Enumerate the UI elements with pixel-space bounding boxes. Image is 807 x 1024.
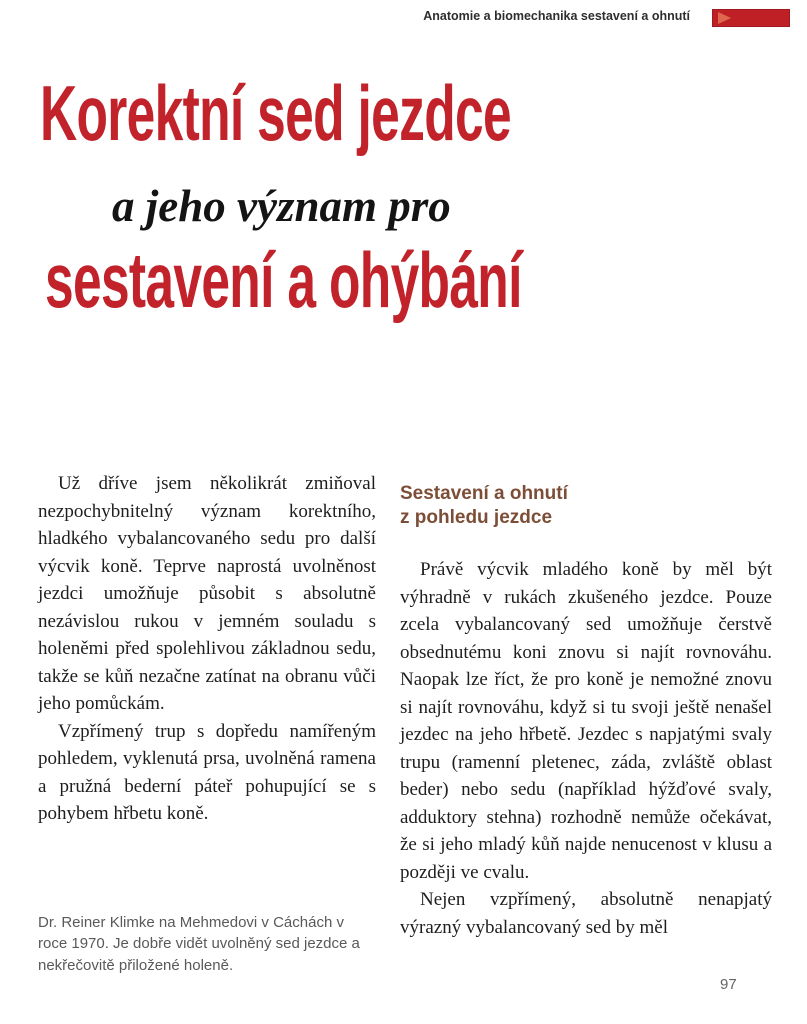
- running-header: Anatomie a biomechanika sestavení a ohnutí: [423, 9, 690, 23]
- photo-caption: Dr. Reiner Klimke na Mehmedovi v Cáchách v roce 1970. Je dobře vidět uvolněný sed jezdce a nekřečovitě přiložené holeně.: [38, 913, 360, 974]
- section-heading-line-2: z pohledu jezdce: [400, 507, 553, 528]
- left-paragraph-1: Už dříve jsem několikrát zmiňoval nezpochybnitelný význam korektního, hladkého vybalancovaného sedu pro další výcvik koně. Teprve naprostá uvolněnost jezdci umožňuje působit s absolutně nezávislou rukou v jemném souladu s holeněmi před spolehlivou základnou sedu, takže se kůň nezačne zatínat na obranu vůči jeho pomůckám.: [38, 473, 376, 714]
- left-paragraph-2: Vzpřímený trup s dopředu namířeným pohledem, vyklenutá prsa, uvolněná ramena a pružná bederní páteř pohupující se s pohybem hřbetu koně.: [38, 720, 376, 824]
- title-line-2: a jeho význam pro: [112, 181, 451, 231]
- two-column-body: [38, 470, 772, 991]
- page-number: 97: [720, 976, 737, 993]
- right-column: [400, 470, 772, 991]
- arrow-right-icon: [718, 12, 731, 24]
- right-paragraph-1: Právě výcvik mladého koně by měl být výhradně v rukách zkušeného jezdce. Pouze zcela vybalancovaný sed umožňuje čerstvě obsednutému koni znovu si najít rovnováhu. Naopak lze říct, že pro koně je nemožné znovu si najít rovnováhu, když si tu svoji ještě nenašel jezdec na jeho hřbetě. Jezdec s napjatými svaly trupu (ramenní pletenec, záda, zvláště oblast beder) nebo sedu (například hýžďové svaly, adduktory stehna) rozhodně nemůže očekávat, že si jeho mladý kůň najde nenucenost v klusu a později ve cvalu.: [400, 559, 772, 883]
- right-paragraph-2: Nejen vzpřímený, absolutně nenapjatý výrazný vybalancovaný sed by měl: [400, 889, 772, 938]
- title-line-3: sestavení a ohýbání: [45, 236, 522, 324]
- red-tab-marker: [712, 9, 790, 27]
- title-line-1: Korektní sed jezdce: [40, 69, 511, 157]
- section-heading-line-1: Sestavení a ohnutí: [400, 483, 568, 504]
- left-column: [38, 470, 376, 991]
- section-heading: [400, 482, 772, 530]
